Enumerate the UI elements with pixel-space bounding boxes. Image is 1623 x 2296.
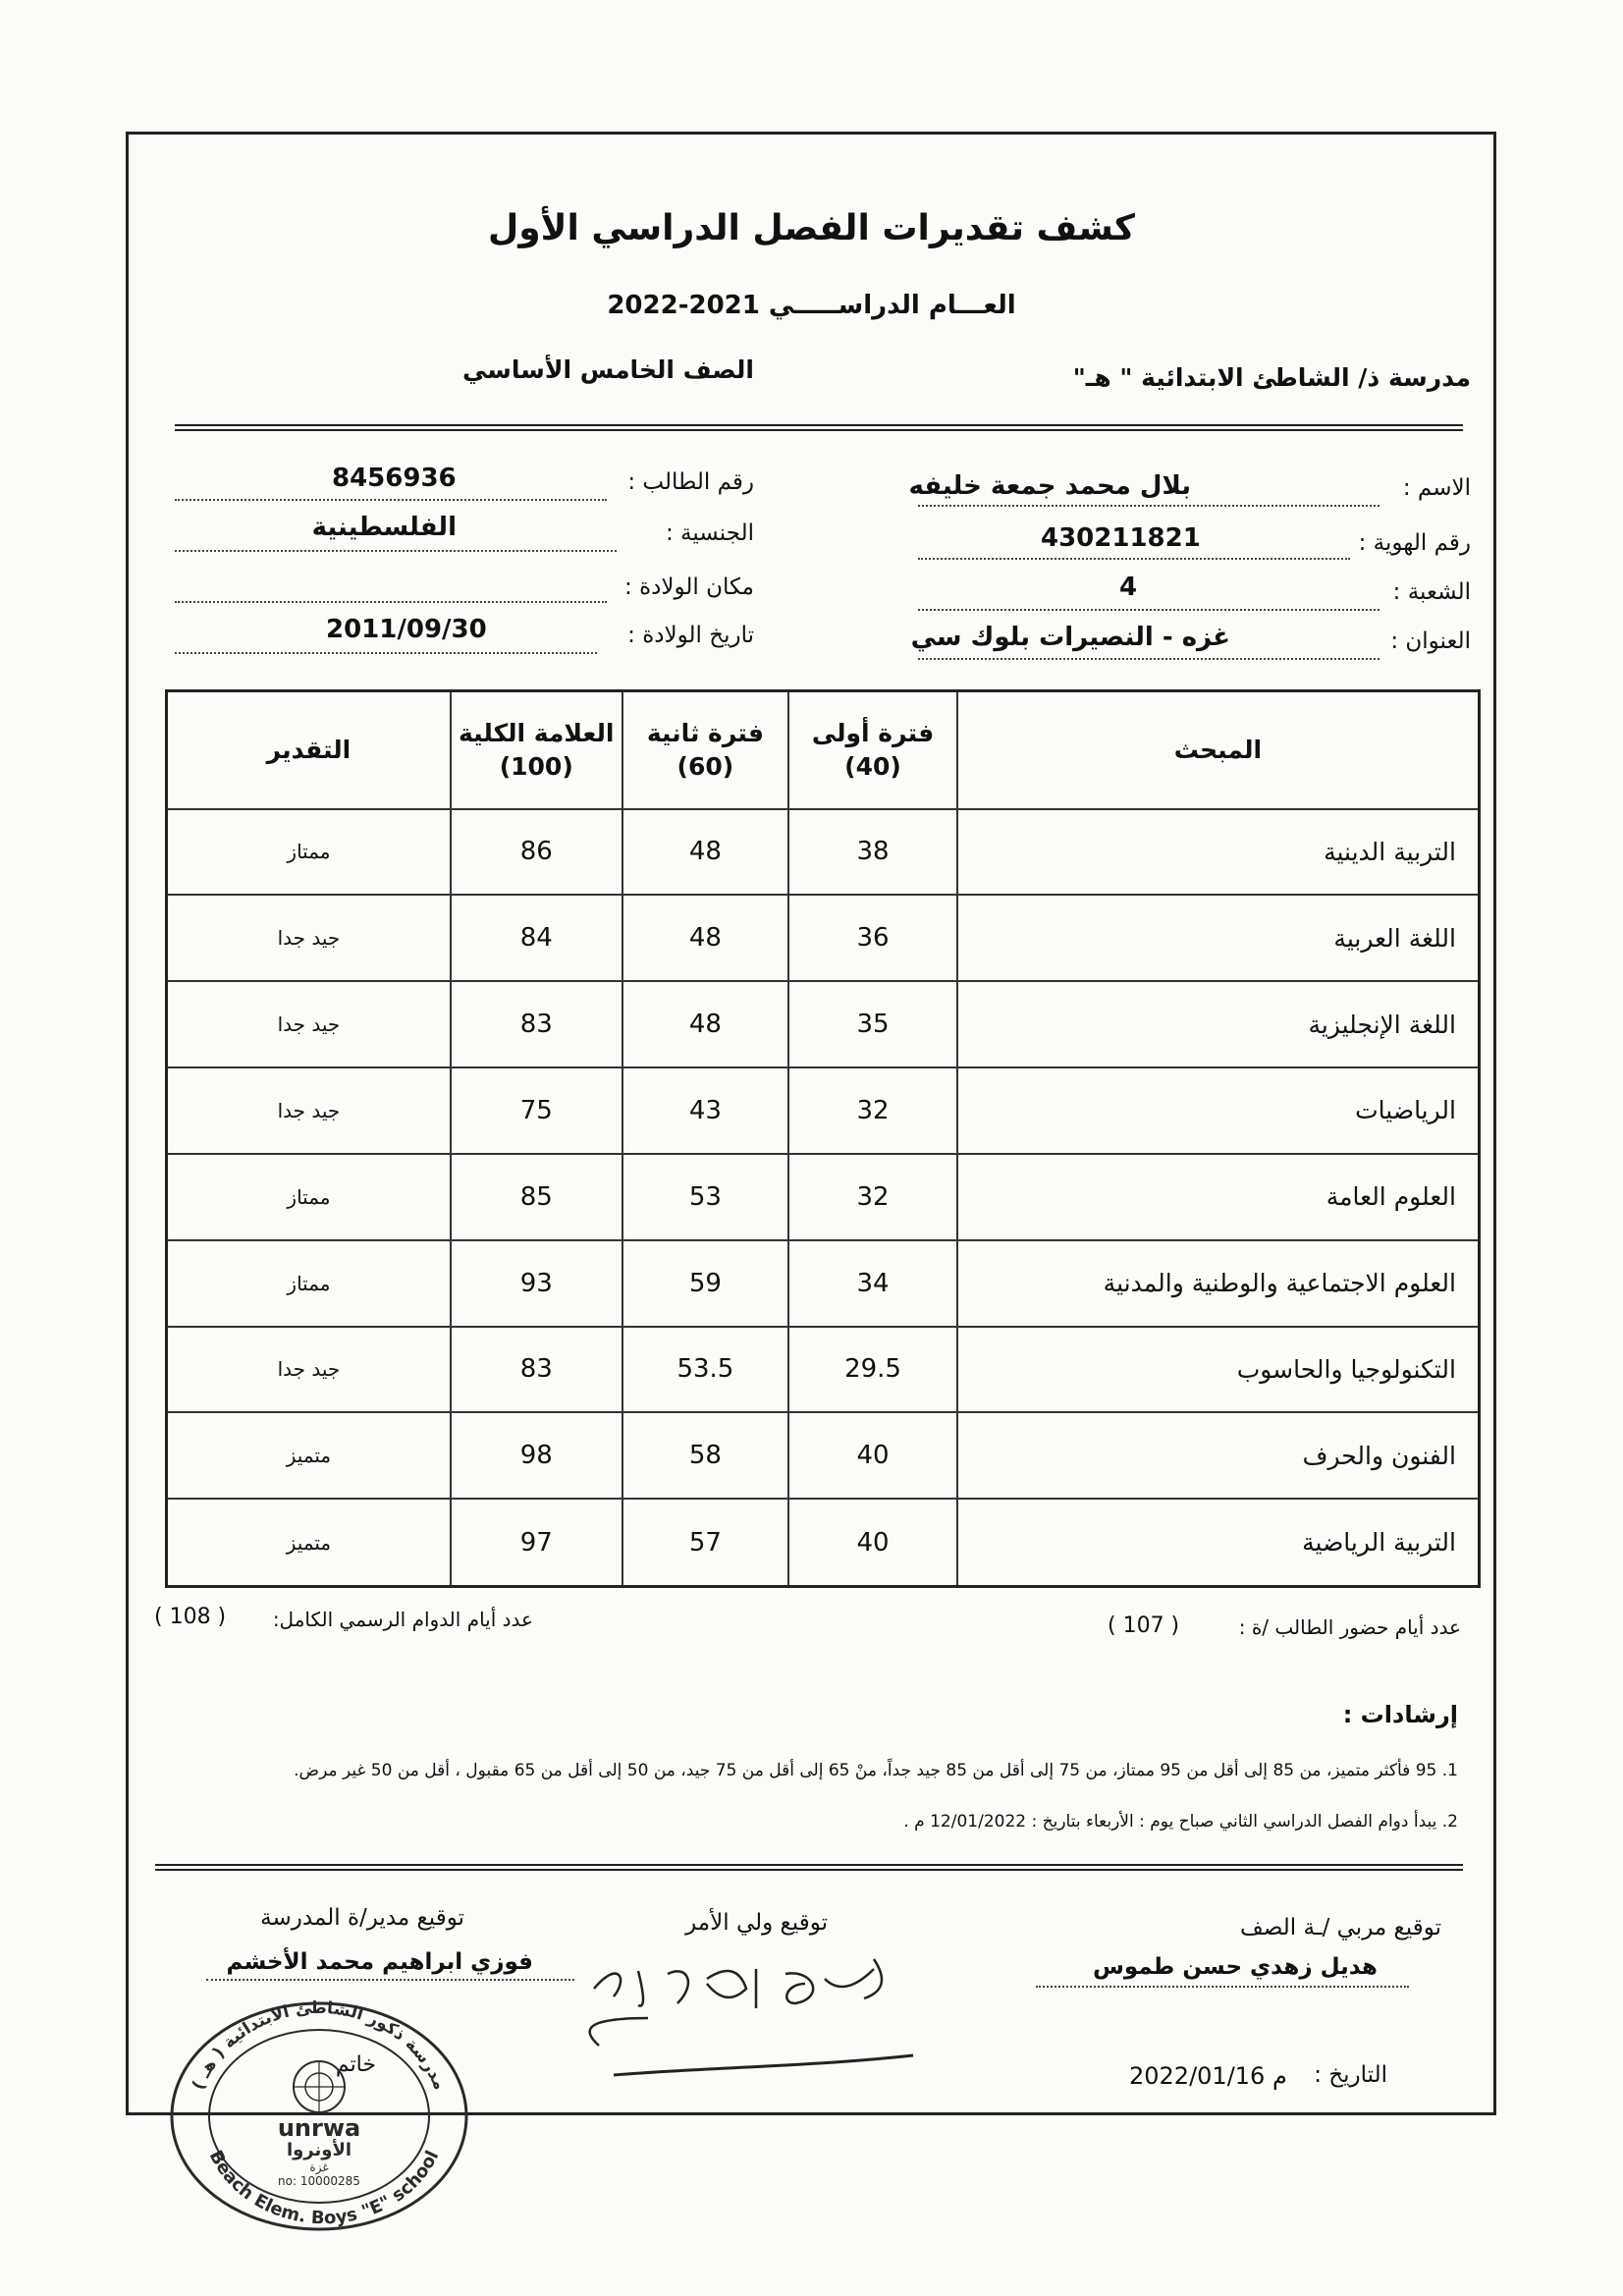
total-cell: 75 bbox=[451, 1067, 622, 1154]
term2-cell: 53 bbox=[622, 1154, 789, 1240]
total-cell: 97 bbox=[451, 1499, 622, 1586]
principal-signature-label: توقيع مدير/ة المدرسة bbox=[260, 1905, 464, 1931]
section-dots bbox=[918, 609, 1380, 611]
subject-cell: التكنولوجيا والحاسوب bbox=[957, 1327, 1480, 1413]
section-number: 4 bbox=[1119, 573, 1138, 602]
student-no-dots bbox=[175, 499, 607, 501]
table-row bbox=[167, 981, 1480, 1067]
header-divider bbox=[175, 424, 1463, 431]
term2-cell: 57 bbox=[622, 1499, 789, 1586]
grades-table bbox=[165, 689, 1481, 1588]
table-row bbox=[167, 809, 1480, 896]
nationality-dots bbox=[175, 550, 617, 552]
stamp-arabic-ring: مدرسة ذكور الشاطئ الابتدائية ( هـ ) bbox=[189, 1997, 450, 2093]
grade-cell: ممتاز bbox=[167, 1240, 451, 1327]
date-label: التاريخ : bbox=[1314, 2062, 1387, 2088]
header-grade: التقدير bbox=[167, 691, 451, 809]
guidance-title: إرشادات : bbox=[1342, 1701, 1458, 1728]
header-term1-label: فترة أولى bbox=[811, 719, 935, 747]
total-cell: 84 bbox=[451, 895, 622, 981]
parent-signature-scribble bbox=[560, 1920, 933, 2087]
total-cell: 98 bbox=[451, 1412, 622, 1499]
stamp-code: no: 10000285 bbox=[278, 2174, 360, 2188]
subject-cell: التربية الدينية bbox=[957, 809, 1480, 896]
grade-cell: جيد جدا bbox=[167, 895, 451, 981]
header-subject: المبحث bbox=[957, 691, 1480, 809]
header-term2-label: فترة ثانية bbox=[646, 719, 764, 747]
subject-cell: اللغة العربية bbox=[957, 895, 1480, 981]
term2-cell: 43 bbox=[622, 1067, 789, 1154]
stamp-city: غزة bbox=[309, 2160, 329, 2174]
stamp-english-ring: Beach Elem. Boys "E" school bbox=[204, 2147, 444, 2229]
grade-level: الصف الخامس الأساسي bbox=[462, 355, 754, 384]
term1-cell: 40 bbox=[788, 1412, 957, 1499]
grade-cell: جيد جدا bbox=[167, 1327, 451, 1413]
term2-cell: 48 bbox=[622, 981, 789, 1067]
address: غزه - النصيرات بلوك سي bbox=[910, 623, 1230, 652]
subject-cell: العلوم العامة bbox=[957, 1154, 1480, 1240]
parent-signature-label: توقيع ولي الأمر bbox=[685, 1910, 828, 1936]
table-row bbox=[167, 1499, 1480, 1586]
address-label: العنوان : bbox=[1390, 629, 1471, 654]
grade-cell: متميز bbox=[167, 1499, 451, 1586]
name-dots bbox=[918, 505, 1380, 507]
nationality-label: الجنسية : bbox=[665, 520, 754, 546]
header-term2-max: (60) bbox=[676, 751, 734, 781]
total-cell: 86 bbox=[451, 809, 622, 896]
guidance-line-2: 2. يبدأ دوام الفصل الدراسي الثاني صباح يوم : الأربعاء بتاريخ : 12/01/2022 م . bbox=[903, 1812, 1458, 1831]
stamp-logo-arabic: الأونروا bbox=[286, 2140, 352, 2160]
name-label: الاسم : bbox=[1402, 475, 1471, 501]
term1-cell: 29.5 bbox=[788, 1327, 957, 1413]
total-cell: 93 bbox=[451, 1240, 622, 1327]
grade-cell: جيد جدا bbox=[167, 1067, 451, 1154]
id-number: 430211821 bbox=[1041, 523, 1201, 553]
footer-divider bbox=[155, 1864, 1463, 1871]
term1-cell: 34 bbox=[788, 1240, 957, 1327]
birthplace-label: مكان الولادة : bbox=[624, 574, 754, 600]
term1-cell: 32 bbox=[788, 1154, 957, 1240]
attendance-official-label: عدد أيام الدوام الرسمي الكامل: bbox=[272, 1608, 533, 1631]
stamp-logo-latin: unrwa bbox=[277, 2114, 361, 2142]
table-header-row bbox=[167, 691, 1480, 809]
academic-year: العـــام الدراســـــي 2021-2022 bbox=[607, 291, 1016, 320]
report-title: كشف تقديرات الفصل الدراسي الأول bbox=[488, 208, 1135, 248]
header-term2 bbox=[622, 691, 789, 809]
birthdate: 2011/09/30 bbox=[326, 615, 487, 644]
student-name: بلال محمد جمعة خليفه bbox=[908, 471, 1191, 501]
term2-cell: 59 bbox=[622, 1240, 789, 1327]
teacher-dots bbox=[1036, 1986, 1409, 1988]
subject-cell: اللغة الإنجليزية bbox=[957, 981, 1480, 1067]
total-cell: 85 bbox=[451, 1154, 622, 1240]
school-stamp bbox=[157, 1979, 481, 2234]
table-row bbox=[167, 1240, 1480, 1327]
birthplace-dots bbox=[175, 601, 607, 603]
grade-cell: متميز bbox=[167, 1412, 451, 1499]
birthdate-dots bbox=[175, 652, 597, 654]
subject-cell: الفنون والحرف bbox=[957, 1412, 1480, 1499]
term2-cell: 48 bbox=[622, 809, 789, 896]
grade-cell: ممتاز bbox=[167, 809, 451, 896]
teacher-name: هديل زهدي حسن طموس bbox=[1093, 1954, 1378, 1980]
id-dots bbox=[918, 558, 1350, 560]
subject-cell: الرياضيات bbox=[957, 1067, 1480, 1154]
un-emblem-icon bbox=[294, 2061, 345, 2112]
nationality: الفلسطينية bbox=[311, 513, 457, 542]
term1-cell: 32 bbox=[788, 1067, 957, 1154]
subject-cell: التربية الرياضية bbox=[957, 1499, 1480, 1586]
subject-cell: العلوم الاجتماعية والوطنية والمدنية bbox=[957, 1240, 1480, 1327]
grade-cell: جيد جدا bbox=[167, 981, 451, 1067]
term2-cell: 53.5 bbox=[622, 1327, 789, 1413]
term2-cell: 58 bbox=[622, 1412, 789, 1499]
term1-cell: 38 bbox=[788, 809, 957, 896]
total-cell: 83 bbox=[451, 981, 622, 1067]
term1-cell: 40 bbox=[788, 1499, 957, 1586]
header-term1-max: (40) bbox=[844, 751, 901, 781]
header-term1 bbox=[788, 691, 957, 809]
term2-cell: 48 bbox=[622, 895, 789, 981]
attendance-present: ( 107 ) bbox=[1108, 1613, 1180, 1638]
header-total bbox=[451, 691, 622, 809]
table-row bbox=[167, 1412, 1480, 1499]
student-no: 8456936 bbox=[332, 464, 457, 493]
header-total-max: (100) bbox=[499, 751, 573, 781]
attendance-official: ( 108 ) bbox=[154, 1605, 227, 1629]
address-dots bbox=[918, 658, 1380, 660]
table-row bbox=[167, 895, 1480, 981]
stamp-label: خاتم bbox=[335, 2052, 376, 2077]
table-row bbox=[167, 1327, 1480, 1413]
attendance-present-label: عدد أيام حضور الطالب /ة : bbox=[1238, 1615, 1461, 1639]
birthdate-label: تاريخ الولادة : bbox=[627, 623, 754, 648]
table-row bbox=[167, 1067, 1480, 1154]
principal-name: فوزي ابراهيم محمد الأخشم bbox=[226, 1949, 533, 1975]
total-cell: 83 bbox=[451, 1327, 622, 1413]
term1-cell: 35 bbox=[788, 981, 957, 1067]
section-label: الشعبة : bbox=[1392, 579, 1471, 605]
term1-cell: 36 bbox=[788, 895, 957, 981]
guidance-line-1: 1. 95 فأكثر متميز، من 85 إلى أقل من 95 ممتاز، من 75 إلى أقل من 85 جيد جداً، منْ 65 إلى أقل من 75 جيد، من 50 إلى أقل من 65 مقبول ، أقل من 50 غير مرض. bbox=[294, 1761, 1458, 1780]
grade-cell: ممتاز bbox=[167, 1154, 451, 1240]
table-row bbox=[167, 1154, 1480, 1240]
id-label: رقم الهوية : bbox=[1358, 530, 1471, 556]
header-total-label: العلامة الكلية bbox=[459, 719, 615, 747]
teacher-signature-label: توقيع مربي /ـة الصف bbox=[1240, 1915, 1441, 1941]
date-value: 2022/01/16 م bbox=[1129, 2062, 1287, 2090]
school-name: مدرسة ذ/ الشاطئ الابتدائية " هـ" bbox=[1072, 363, 1471, 392]
student-no-label: رقم الطالب : bbox=[627, 469, 754, 495]
